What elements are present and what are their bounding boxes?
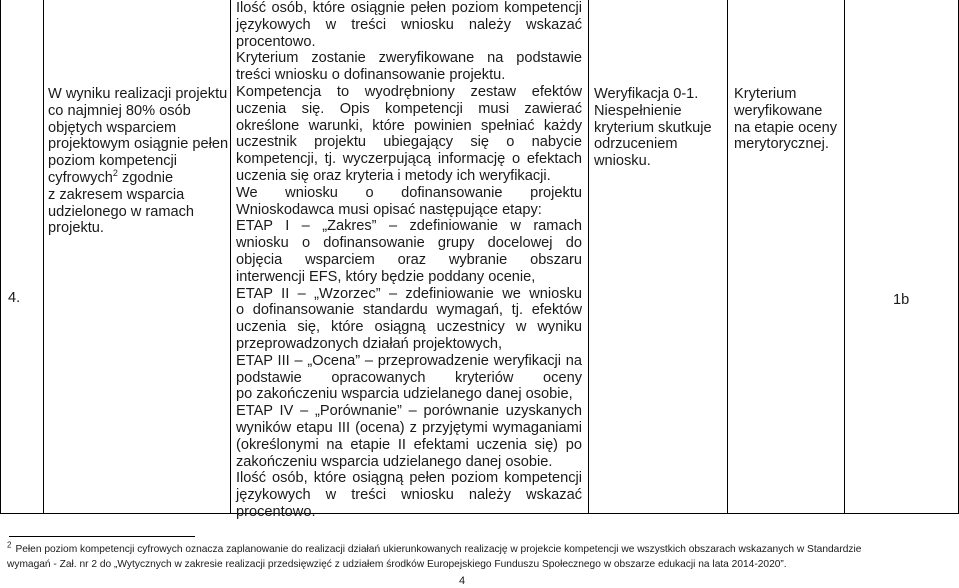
criterion-line: objętych wsparciem xyxy=(48,119,177,136)
definition-line: Kryterium zostanie zweryfikowane na podstawie xyxy=(236,50,582,67)
column-divider-4 xyxy=(727,0,728,514)
footnote-separator xyxy=(9,536,195,537)
footnote-line-1: $^2$ Pełen poziom kompetencji cyfrowych oznacza zaplanowanie do realizacji działań ukierunkowanych realizację w projekcie kompetencji we wszystkich obszarach wskazanych w Standardzie xyxy=(7,540,862,555)
criterion-line: cyfrowych$^2$ zgodnie xyxy=(48,168,174,186)
definition-line: Ilość osób, które osiągnie pełen poziom kompetencji xyxy=(236,0,582,16)
definition-line: określone warunki, które powinien spełniać każdy xyxy=(236,117,582,134)
definition-line: wniosku o dofinansowanie grupy docelowej do xyxy=(236,235,582,252)
definition-line: zakończeniu wsparcia udzielanego danej osobie. xyxy=(236,453,553,470)
definition-line: We wniosku o dofinansowanie projektu xyxy=(236,184,582,201)
criterion-name xyxy=(48,86,229,237)
definition-line: treści wniosku o dofinansowanie projektu. xyxy=(236,67,506,84)
definition-line: uczestnik projektu ubiegający się o nabycie xyxy=(236,134,582,151)
definition-line: objęcia wsparciem oraz wybranie obszaru xyxy=(236,251,582,268)
column-divider-3 xyxy=(588,0,589,514)
criterion-line: udzielonego w ramach xyxy=(48,203,195,220)
definition-line: ETAP II – „Wzorzec” – zdefiniowanie we wniosku xyxy=(236,285,582,302)
criterion-line: W wyniku realizacji projektu xyxy=(48,86,228,102)
definition-line: procentowo. xyxy=(236,503,316,520)
definition-line: Wnioskodawca musi opisać następujące etapy: xyxy=(236,201,542,218)
definition-line: językowych w treści wniosku należy wskazać xyxy=(236,16,582,33)
definition-line: Ilość osób, które osiągną pełen poziom kompetencji xyxy=(236,470,582,487)
definition-line: o dofinansowanie standardu wymagań, tj. efektów xyxy=(236,302,582,319)
footnote-line-2: wymagań - Zał. nr 2 do „Wytycznych w zakresie realizacji przedsięwzięć z udziałem środków Europejskiego Funduszu Społecznego w obszarze edukacji na lata 2014-2020”. xyxy=(7,559,787,570)
criterion-line: poziom kompetencji xyxy=(48,153,177,170)
definition-line: uczenia się, które osiągną uczestnicy w wyniku xyxy=(236,319,582,336)
definition-line: uczenia się. Opis kompetencji musi zawierać xyxy=(236,100,582,117)
definition-line: Kompetencja to wyodrębniony zestaw efektów xyxy=(236,83,582,100)
criterion-definition xyxy=(236,0,582,521)
criterion-line: co najmniej 80% osób xyxy=(48,102,191,119)
definition-line: przeprowadzonych działań projektowych, xyxy=(236,335,503,352)
column-divider-5 xyxy=(844,0,845,514)
column-divider-1 xyxy=(43,0,44,514)
table-border-left xyxy=(0,0,1,514)
definition-line: (określonymi na etapie II efektami uczenia się) po xyxy=(236,436,582,453)
criterion-line: z zakresem wsparcia xyxy=(48,186,185,203)
page-number: 4 xyxy=(459,575,466,587)
definition-line: uczenia się oraz kryteria i metody ich weryfikacji. xyxy=(236,167,551,184)
footnote-reference[interactable]: 2 xyxy=(112,168,118,179)
verification-method: Weryfikacja 0-1. Niespełnienie kryterium skutkuje odrzuceniem wniosku. xyxy=(594,86,712,170)
row-number: 4. xyxy=(8,290,21,306)
definition-line: interwencji EFS, który będzie poddany ocenie, xyxy=(236,268,536,285)
criterion-line: projektu. xyxy=(48,220,104,237)
evaluation-stage: Kryterium weryfikowane na etapie oceny merytorycznej. xyxy=(734,86,838,153)
footnote-mark: 2 xyxy=(7,540,12,550)
definition-line: ETAP I – „Zakres” – zdefiniowanie w ramach xyxy=(236,218,582,235)
criterion-line: projektowym osiągnie pełen xyxy=(48,136,229,153)
definition-line: językowych w treści wniosku należy wskazać xyxy=(236,487,582,504)
criterion-code: 1b xyxy=(893,292,910,308)
definition-line: procentowo. xyxy=(236,33,316,50)
definition-line: kompetencji, tj. wyczerpującą informację o efektach xyxy=(236,151,582,168)
definition-line: po zakończeniu wsparcia udzielanego danej osobie, xyxy=(236,386,573,403)
definition-line: podstawie opracowanych kryteriów oceny xyxy=(236,369,582,386)
definition-line: ETAP IV – „Porównanie” – porównanie uzyskanych xyxy=(236,403,582,420)
definition-line: wyników etapu III (ocena) z przyjętymi wymaganiami xyxy=(236,419,582,436)
definition-line: ETAP III – „Ocena” – przeprowadzenie weryfikacji na xyxy=(236,352,582,369)
column-divider-2 xyxy=(230,0,231,514)
